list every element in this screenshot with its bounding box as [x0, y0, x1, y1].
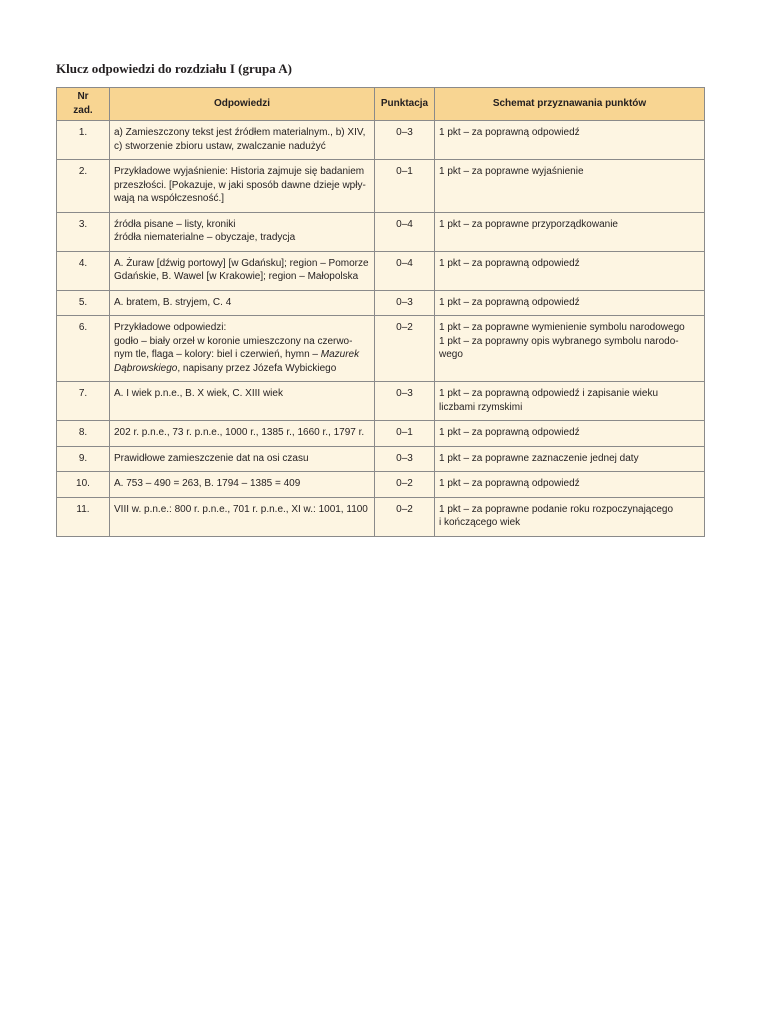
scheme-line: 1 pkt – za poprawne przyporządkowanie	[439, 218, 618, 230]
scheme-line: wego	[439, 349, 463, 360]
scheme-line: 1 pkt – za poprawną odpowiedź	[439, 257, 580, 269]
scheme-line: 1 pkt – za poprawną odpowiedź	[439, 478, 580, 489]
page-title: Klucz odpowiedzi do rozdziału I (grupa A)	[56, 61, 292, 76]
points-cell: 0–1	[375, 421, 435, 447]
answer-line: źródła niematerialne – obyczaje, tradycja	[114, 232, 296, 243]
points-cell: 0–3	[375, 121, 435, 160]
table-row	[57, 121, 705, 160]
task-number: 9.	[57, 446, 110, 472]
task-number: 5.	[57, 290, 110, 316]
table-row	[57, 251, 705, 290]
answer-line: Prawidłowe zamieszczenie dat na osi czasu	[114, 452, 309, 464]
task-number: 2.	[57, 160, 110, 213]
table-row	[57, 497, 705, 536]
answer-line: A. I wiek p.n.e., B. X wiek, C. XIII wiek	[114, 388, 283, 399]
answer-line: godło – biały orzeł w koronie umieszczony na czerwo-	[114, 335, 353, 347]
answer-cell	[110, 212, 375, 251]
points-cell: 0–3	[375, 382, 435, 421]
header-row	[57, 88, 705, 121]
answer-line: źródła pisane – listy, kroniki	[114, 218, 236, 230]
scheme-line: 1 pkt – za poprawne podanie roku rozpoczynającego	[439, 503, 674, 515]
answer-cell	[110, 382, 375, 421]
answer-text: , napisany przez Józefa Wybickiego	[177, 362, 337, 374]
answer-line: A. 753 – 490 = 263, B. 1794 – 1385 = 409	[114, 478, 301, 489]
table-row	[57, 472, 705, 498]
table-row	[57, 421, 705, 447]
answer-cell	[110, 446, 375, 472]
scheme-line: 1 pkt – za poprawne zaznaczenie jednej daty	[439, 452, 639, 464]
answer-cell	[110, 497, 375, 536]
scheme-line: liczbami rzymskimi	[439, 401, 523, 413]
header-nr-line1: Nr	[77, 91, 89, 102]
scheme-line: 1 pkt – za poprawne wymienienie symbolu narodowego	[439, 322, 685, 333]
header-nr-line2: zad.	[73, 104, 93, 116]
answer-line: Gdańskie, B. Wawel [w Krakowie]; region – Małopolska	[114, 271, 359, 282]
answer-italic-text: Dąbrowskiego	[114, 362, 178, 374]
scheme-cell	[435, 382, 705, 421]
answer-line: c) stworzenie zbioru ustaw, zwalczanie nadużyć	[114, 140, 326, 152]
answer-key-table	[56, 87, 705, 537]
scheme-cell	[435, 446, 705, 472]
answer-line: A. Żuraw [dźwig portowy] [w Gdańsku]; region – Pomorze	[114, 257, 369, 269]
header-points: Punktacja	[375, 88, 435, 121]
task-number: 6.	[57, 316, 110, 382]
scheme-line: 1 pkt – za poprawną odpowiedź	[439, 427, 580, 438]
answer-cell	[110, 121, 375, 160]
points-cell: 0–3	[375, 290, 435, 316]
scheme-line: i kończącego wiek	[439, 517, 521, 528]
task-number: 10.	[57, 472, 110, 498]
scheme-cell	[435, 212, 705, 251]
scheme-line: 1 pkt – za poprawną odpowiedź	[439, 296, 580, 308]
header-scheme: Schemat przyznawania punktów	[435, 88, 705, 121]
table-row	[57, 212, 705, 251]
task-number: 4.	[57, 251, 110, 290]
points-cell: 0–4	[375, 251, 435, 290]
table-row	[57, 446, 705, 472]
answer-line: Przykładowe wyjaśnienie: Historia zajmuje się badaniem	[114, 166, 365, 177]
answer-line: A. bratem, B. stryjem, C. 4	[114, 296, 232, 308]
answer-line: Przykładowe odpowiedzi:	[114, 322, 227, 333]
answer-line: przeszłości. [Pokazuje, w jaki sposób dawne dzieje wpły-	[114, 179, 366, 191]
table-row	[57, 382, 705, 421]
answer-cell	[110, 472, 375, 498]
answer-cell	[110, 316, 375, 382]
table-header	[57, 88, 705, 121]
answer-cell	[110, 160, 375, 213]
answer-line	[114, 362, 370, 376]
header-nr	[57, 88, 110, 121]
points-cell: 0–2	[375, 472, 435, 498]
answer-text: nym tle, flaga – kolory: biel i czerwień, hymn –	[114, 349, 321, 360]
table-row	[57, 290, 705, 316]
answer-cell	[110, 251, 375, 290]
scheme-line: 1 pkt – za poprawny opis wybranego symbolu narodo-	[439, 335, 679, 347]
table-body	[57, 121, 705, 537]
answer-line: 202 r. p.n.e., 73 r. p.n.e., 1000 r., 1385 r., 1660 r., 1797 r.	[114, 427, 365, 438]
points-cell: 0–2	[375, 497, 435, 536]
scheme-cell	[435, 121, 705, 160]
points-cell: 0–1	[375, 160, 435, 213]
scheme-cell	[435, 316, 705, 382]
scheme-cell	[435, 290, 705, 316]
answer-cell	[110, 290, 375, 316]
task-number: 7.	[57, 382, 110, 421]
scheme-cell	[435, 421, 705, 447]
scheme-cell	[435, 472, 705, 498]
scheme-cell	[435, 251, 705, 290]
table-row	[57, 316, 705, 382]
table-row	[57, 160, 705, 213]
answer-line: VIII w. p.n.e.: 800 r. p.n.e., 701 r. p.n.e., XI w.: 1001, 1100	[114, 503, 368, 515]
task-number: 11.	[57, 497, 110, 536]
answer-line	[114, 348, 370, 362]
task-number: 1.	[57, 121, 110, 160]
scheme-cell	[435, 160, 705, 213]
scheme-line: 1 pkt – za poprawną odpowiedź	[439, 127, 580, 138]
task-number: 8.	[57, 421, 110, 447]
points-cell: 0–3	[375, 446, 435, 472]
answer-line: a) Zamieszczony tekst jest źródłem materialnym., b) XIV,	[114, 127, 366, 138]
scheme-line: 1 pkt – za poprawne wyjaśnienie	[439, 166, 584, 177]
scheme-line: 1 pkt – za poprawną odpowiedź i zapisanie wieku	[439, 388, 659, 399]
answer-italic-text: Mazurek	[320, 349, 360, 360]
header-answers: Odpowiedzi	[110, 88, 375, 121]
task-number: 3.	[57, 212, 110, 251]
answer-cell	[110, 421, 375, 447]
answer-line: wają na współczesność.]	[114, 193, 225, 204]
points-cell: 0–2	[375, 316, 435, 382]
scheme-cell	[435, 497, 705, 536]
points-cell: 0–4	[375, 212, 435, 251]
